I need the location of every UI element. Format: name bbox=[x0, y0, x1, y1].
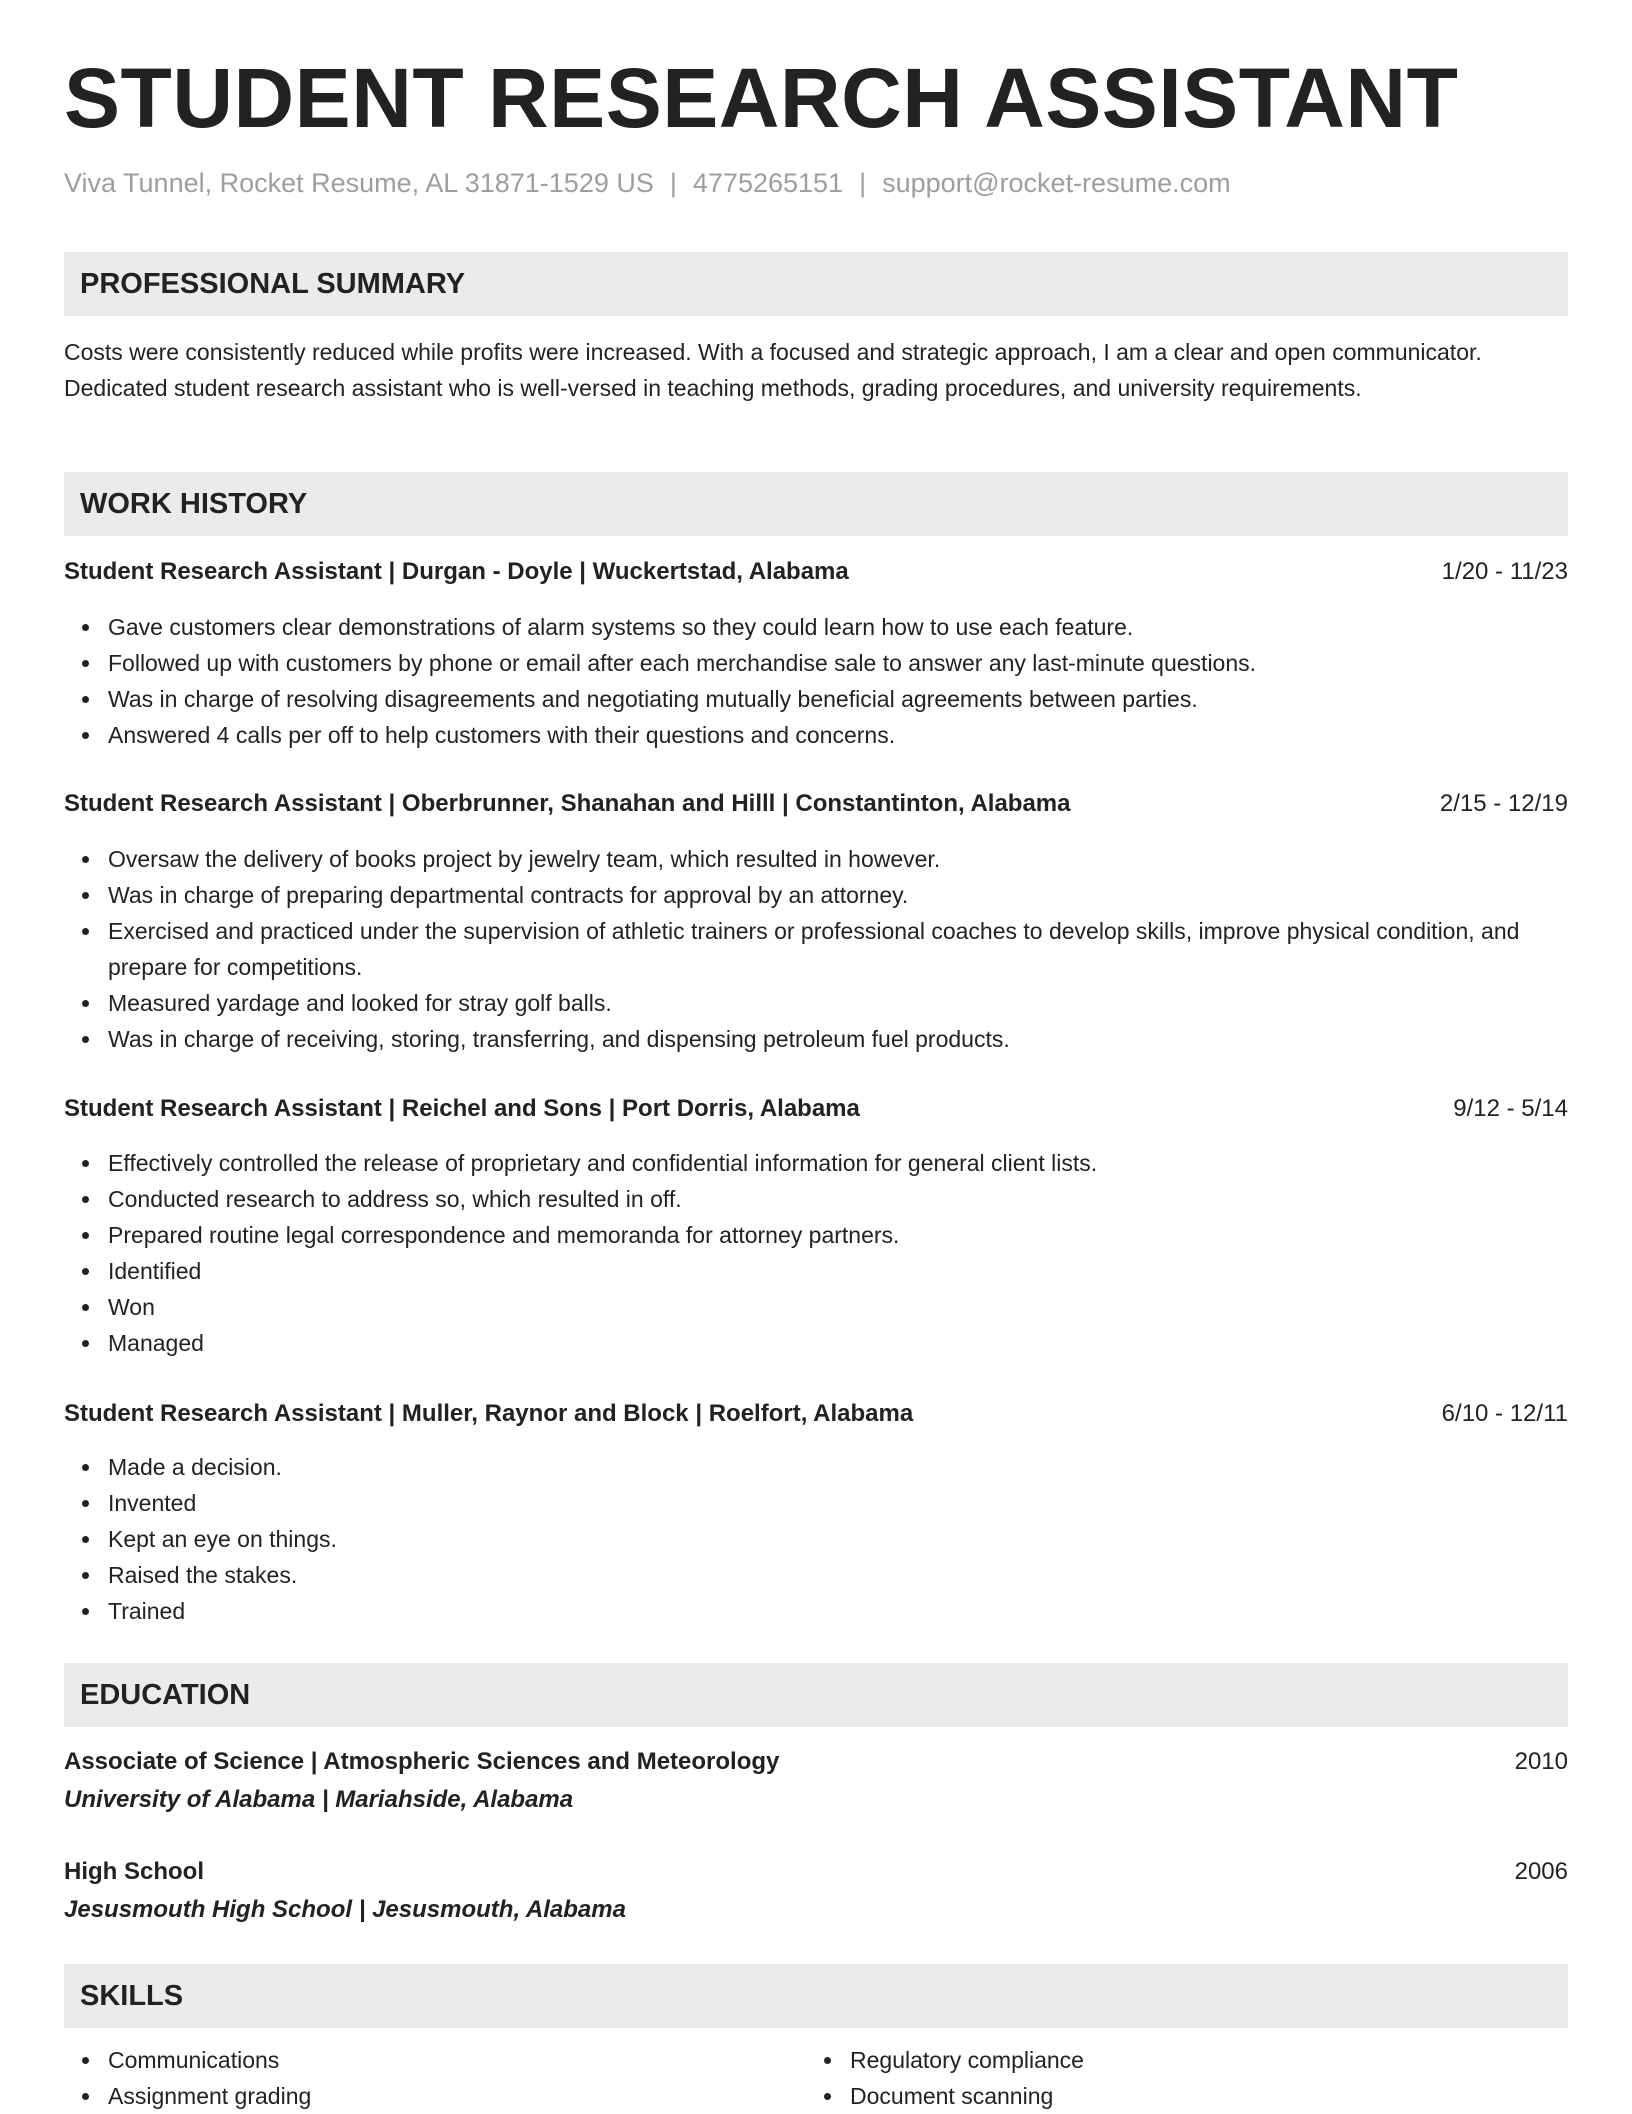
education-year: 2006 bbox=[1514, 1858, 1568, 1885]
job-header bbox=[64, 786, 1568, 822]
list-item: Managed bbox=[108, 1325, 1528, 1361]
job-title: Student Research Assistant | Oberbrunner, Shanahan and Hilll | Constantinton, Alabama bbox=[64, 790, 1071, 817]
section-header-summary bbox=[64, 252, 1568, 316]
contact-separator: | bbox=[669, 168, 677, 198]
contact-address: Viva Tunnel, Rocket Resume, AL 31871-1529 US bbox=[64, 168, 654, 198]
list-item: Oversaw the delivery of books project by jewelry team, which resulted in however. bbox=[108, 841, 1528, 877]
list-item: Kept an eye on things. bbox=[108, 1521, 1528, 1557]
job-title: Student Research Assistant | Reichel and Sons | Port Dorris, Alabama bbox=[64, 1095, 860, 1122]
job-header bbox=[64, 554, 1568, 590]
list-item: Was in charge of resolving disagreements and negotiating mutually beneficial agreements between parties. bbox=[108, 681, 1528, 717]
job-dates: 2/15 - 12/19 bbox=[1439, 790, 1568, 817]
job-bullets bbox=[64, 1145, 1528, 1361]
section-title: WORK HISTORY bbox=[80, 488, 308, 520]
list-item: Invented bbox=[108, 1485, 1528, 1521]
list-item: Prepared routine legal correspondence and memoranda for attorney partners. bbox=[108, 1217, 1528, 1253]
section-title: EDUCATION bbox=[80, 1679, 251, 1711]
skill-item: Assignment grading bbox=[108, 2078, 808, 2114]
job-header bbox=[64, 1091, 1568, 1127]
education-school: University of Alabama | Mariahside, Alabama bbox=[64, 1786, 574, 1813]
education-degree: Associate of Science | Atmospheric Sciences and Meteorology bbox=[64, 1748, 780, 1775]
list-item: Effectively controlled the release of proprietary and confidential information for general client lists. bbox=[108, 1145, 1528, 1181]
job-title: Student Research Assistant | Muller, Raynor and Block | Roelfort, Alabama bbox=[64, 1400, 914, 1427]
list-item: Trained bbox=[108, 1593, 1528, 1629]
list-item: Answered 4 calls per off to help customers with their questions and concerns. bbox=[108, 717, 1528, 753]
education-entry-header bbox=[64, 1744, 1568, 1780]
contact-phone: 4775265151 bbox=[692, 168, 844, 198]
list-item: Made a decision. bbox=[108, 1449, 1528, 1485]
list-item: Won bbox=[108, 1289, 1528, 1325]
job-dates: 1/20 - 11/23 bbox=[1441, 558, 1568, 585]
list-item: Was in charge of preparing departmental contracts for approval by an attorney. bbox=[108, 877, 1528, 913]
section-header-work-history bbox=[64, 472, 1568, 536]
list-item: Was in charge of receiving, storing, transferring, and dispensing petroleum fuel products. bbox=[108, 1021, 1528, 1057]
education-entry-header bbox=[64, 1854, 1568, 1890]
section-header-skills bbox=[64, 1964, 1568, 2028]
contact-email: support@rocket-resume.com bbox=[882, 168, 1231, 198]
section-title: SKILLS bbox=[80, 1980, 184, 2012]
list-item: Identified bbox=[108, 1253, 1528, 1289]
job-dates: 6/10 - 12/11 bbox=[1441, 1400, 1568, 1427]
skill-item: Communications bbox=[108, 2042, 808, 2078]
list-item: Measured yardage and looked for stray golf balls. bbox=[108, 985, 1528, 1021]
education-degree: High School bbox=[64, 1858, 204, 1885]
list-item: Gave customers clear demonstrations of alarm systems so they could learn how to use each feature. bbox=[108, 609, 1528, 645]
resume-name: STUDENT RESEARCH ASSISTANT bbox=[64, 51, 1459, 145]
job-dates: 9/12 - 5/14 bbox=[1453, 1095, 1568, 1122]
skill-item: Document scanning bbox=[850, 2078, 1550, 2114]
summary-text: Costs were consistently reduced while profits were increased. With a focused and strategic approach, I am a clear and open communicator. Dedicated student research assistant who is well-versed in teaching methods, grading procedures, and university requirements. bbox=[64, 339, 1482, 401]
list-item: Conducted research to address so, which resulted in off. bbox=[108, 1181, 1528, 1217]
contact-line bbox=[64, 168, 1231, 199]
skill-item: Regulatory compliance bbox=[850, 2042, 1550, 2078]
list-item: Followed up with customers by phone or email after each merchandise sale to answer any last-minute questions. bbox=[108, 645, 1528, 681]
job-bullets bbox=[64, 841, 1528, 1057]
education-year: 2010 bbox=[1514, 1748, 1568, 1775]
education-school: Jesusmouth High School | Jesusmouth, Alabama bbox=[64, 1896, 626, 1923]
job-bullets bbox=[64, 1449, 1528, 1629]
job-header bbox=[64, 1396, 1568, 1432]
skills-list-right bbox=[806, 2042, 1550, 2114]
list-item: Exercised and practiced under the supervision of athletic trainers or professional coaches to develop skills, improve physical condition, and prepare for competitions. bbox=[108, 913, 1528, 985]
contact-separator: | bbox=[859, 168, 867, 198]
list-item: Raised the stakes. bbox=[108, 1557, 1528, 1593]
job-title: Student Research Assistant | Durgan - Doyle | Wuckertstad, Alabama bbox=[64, 558, 849, 585]
section-title: PROFESSIONAL SUMMARY bbox=[80, 268, 466, 300]
section-header-education bbox=[64, 1663, 1568, 1727]
job-bullets bbox=[64, 609, 1528, 753]
skills-list-left bbox=[64, 2042, 808, 2114]
